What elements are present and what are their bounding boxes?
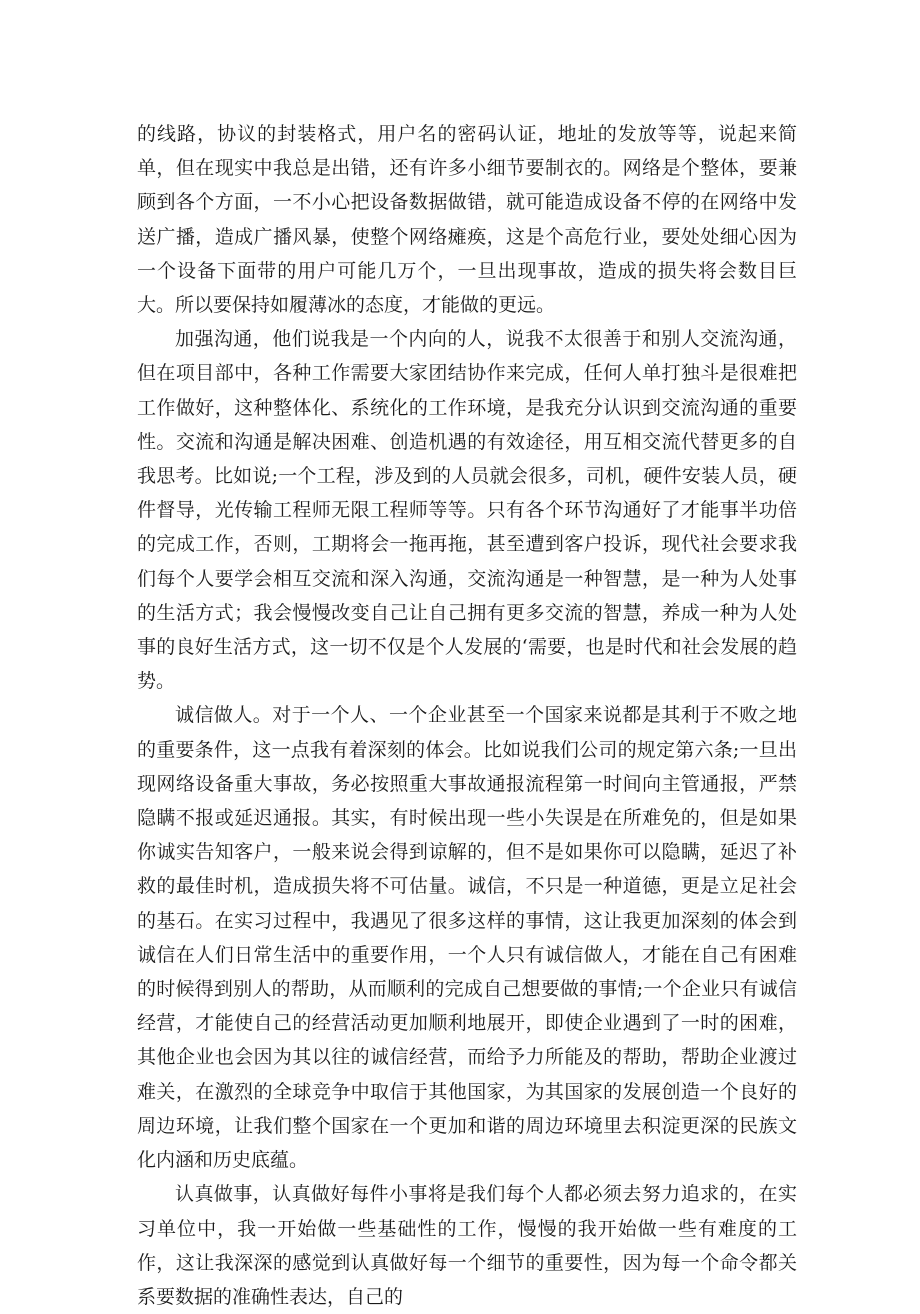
document-body	[137, 117, 797, 1314]
paragraph-communication: 加强沟通，他们说我是一个内向的人，说我不太很善于和别人交流沟通，但在项目部中，各种工作需要大家团结协作来完成，任何人单打独斗是很难把工作做好，这种整体化、系统化的工作环境，是我充分认识到交流沟通的重要性。交流和沟通是解决困难、创造机遇的有效途径，用互相交流代替更多的自我思考。比如说;一个工程，涉及到的人员就会很多，司机，硬件安装人员，硬件督导，光传输工程师无限工程师等等。只有各个环节沟通好了才能事半功倍的完成工作，否则，工期将会一拖再拖，甚至遭到客户投诉，现代社会要求我们每个人要学会相互交流和深入沟通，交流沟通是一种智慧，是一种为人处事的生活方式；我会慢慢改变自己让自己拥有更多交流的智慧，养成一种为人处事的良好生活方式，这一切不仅是个人发展的‘需要，也是时代和社会发展的趋势。	[137, 328, 797, 693]
paragraph-diligence: 认真做事，认真做好每件小事将是我们每个人都必须去努力追求的，在实习单位中，我一开始做一些基础性的工作，慢慢的我开始做一些有难度的工作，这让我深深的感觉到认真做好每一个细节的重要性，因为每一个命令都关系要数据的准确性表达，自己的	[137, 1183, 797, 1308]
paragraph-network-caution: 的线路，协议的封装格式，用户名的密码认证，地址的发放等等，说起来简单，但在现实中我总是出错，还有许多小细节要制衣的。网络是个整体，要兼顾到各个方面，一不小心把设备数据做错，就可能造成设备不停的在网络中发送广播，造成广播风暴，使整个网络瘫痪，这是个高危行业，要处处细心因为一个设备下面带的用户可能几万个，一旦出现事故，造成的损失将会数目巨大。所以要保持如履薄冰的态度，才能做的更远。	[137, 123, 797, 317]
paragraph-integrity: 诚信做人。对于一个人、一个企业甚至一个国家来说都是其利于不败之地的重要条件，这一点我有着深刻的体会。比如说我们公司的规定第六条;一旦出现网络设备重大事故，务必按照重大事故通报流程第一时间向主管通报，严禁隐瞒不报或延迟通报。其实，有时候出现一些小失误是在所难免的，但是如果你诚实告知客户，一般来说会得到谅解的，但不是如果你可以隐瞒，延迟了补救的最佳时机，造成损失将不可估量。诚信，不只是一种道德，更是立足社会的基石。在实习过程中，我遇见了很多这样的事情，这让我更加深刻的体会到诚信在人们日常生活中的重要作用，一个人只有诚信做人，才能在自己有困难的时候得到别人的帮助，从而顺利的完成自己想要做的事情;一个企业只有诚信经营，才能使自己的经营活动更加顺利地展开，即使企业遇到了一时的困难，其他企业也会因为其以往的诚信经营，而给予力所能及的帮助，帮助企业渡过难关，在激烈的全球竞争中取信于其他国家，为其国家的发展创造一个良好的周边环境，让我们整个国家在一个更加和谐的周边环境里去积淀更深的民族文化内涵和历史底蕴。	[137, 704, 797, 1172]
